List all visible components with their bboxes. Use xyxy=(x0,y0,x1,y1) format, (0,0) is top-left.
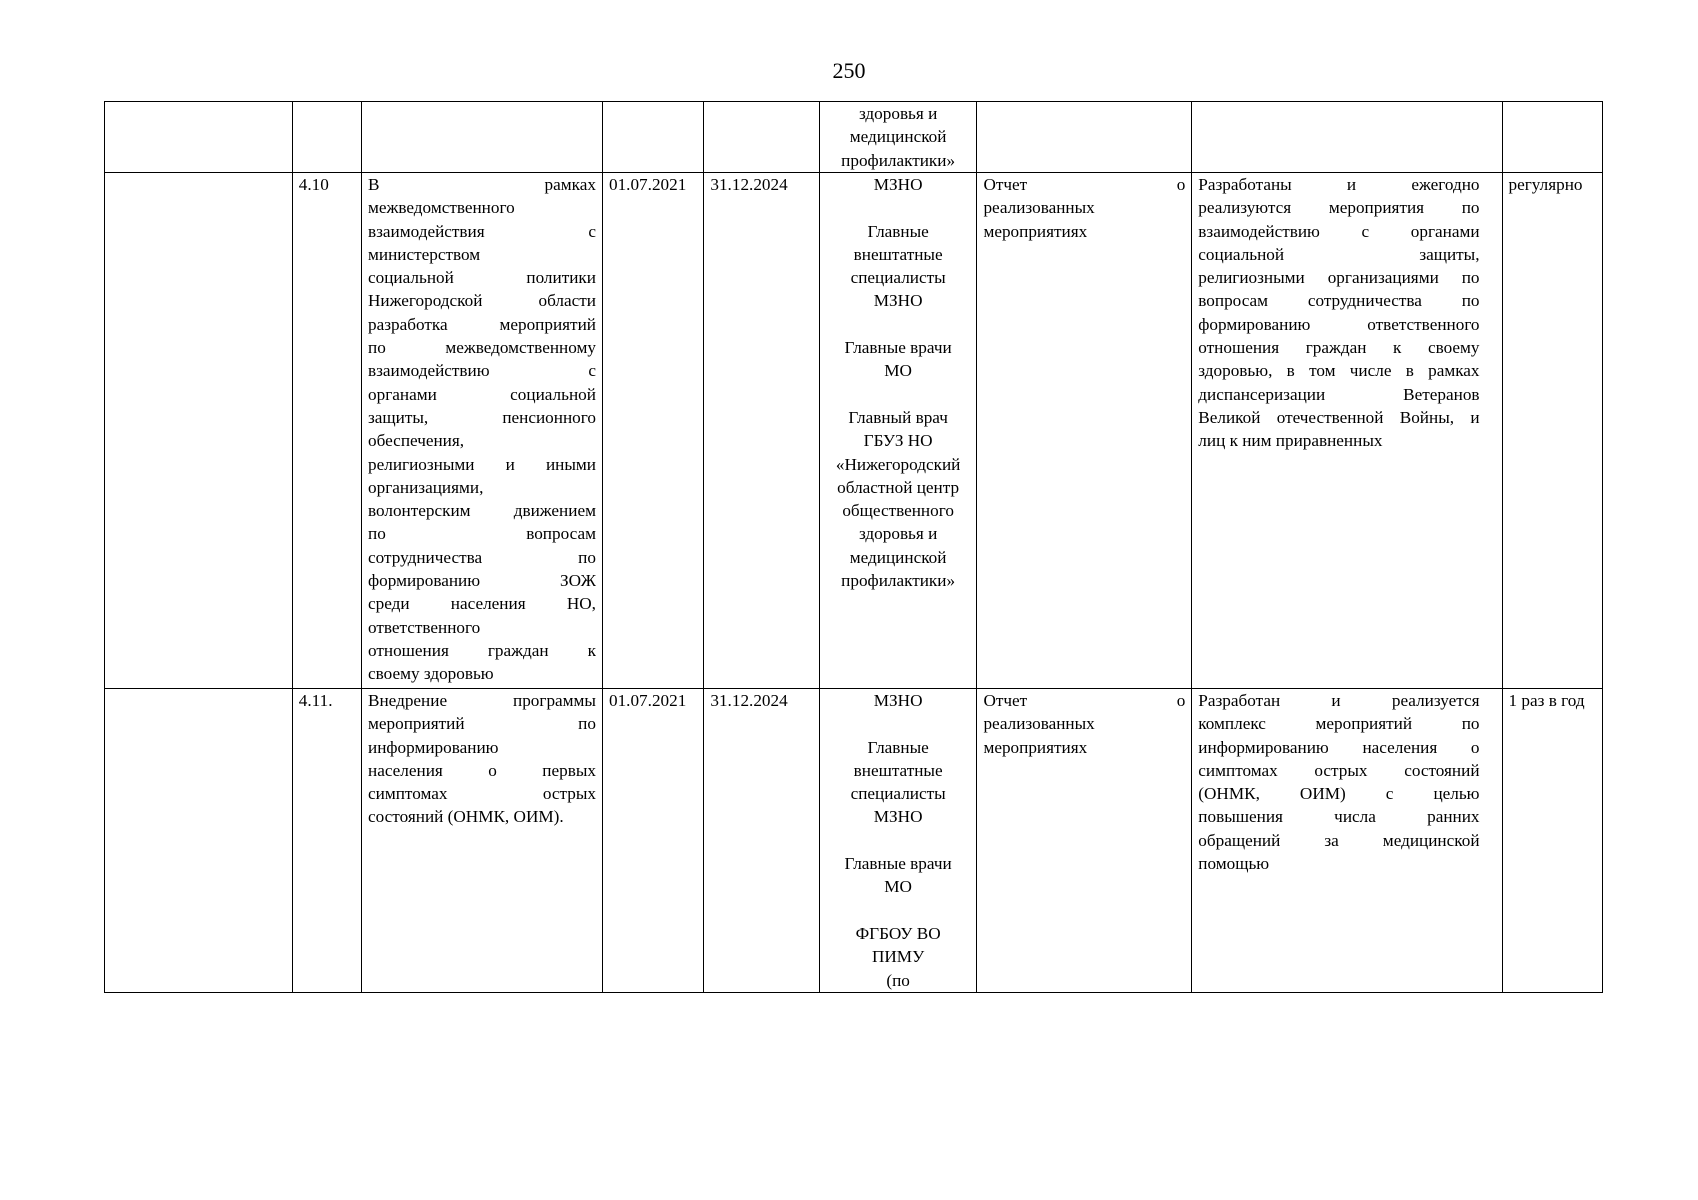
executor-block xyxy=(826,922,971,992)
executor-line: МЗНО xyxy=(873,175,923,194)
executors-cell xyxy=(819,102,977,173)
executor-line: ГБУЗ НО xyxy=(863,431,933,451)
measure-text xyxy=(368,689,596,829)
text-line: комплекс мероприятий по xyxy=(1198,714,1480,734)
cell-empty xyxy=(105,689,293,993)
text-line: здоровью, в том числе в рамках xyxy=(1198,361,1480,381)
executors-cell xyxy=(819,689,977,993)
measures-table xyxy=(104,101,1603,993)
executor-block xyxy=(826,336,971,383)
text-line: симптомах острых xyxy=(368,784,596,804)
executor-line: медицинской xyxy=(849,547,947,567)
text-line: симптомах острых состояний xyxy=(1198,760,1480,780)
text-line: обращений за медицинской xyxy=(1198,830,1480,850)
text-line: В рамках xyxy=(368,175,596,194)
executors-list xyxy=(826,689,971,992)
text-line: (ОНМК, ОИМ) с целью xyxy=(1198,784,1480,804)
table-row xyxy=(105,689,1603,993)
text-line: Великой отечественной Войны, и xyxy=(1198,407,1480,427)
text-line: взаимодействия с xyxy=(368,221,596,241)
executor-block xyxy=(826,406,971,592)
frequency-cell: 1 раз в год xyxy=(1502,689,1602,993)
executor-line: специалисты xyxy=(850,784,946,804)
executor-block xyxy=(826,220,971,313)
executor-line: профилактики» xyxy=(841,150,956,170)
executor-line: специалисты xyxy=(850,268,946,288)
cell-empty xyxy=(977,102,1192,173)
text-line: по вопросам xyxy=(368,524,596,544)
executor-line: медицинской xyxy=(849,127,947,147)
text-line: населения о первых xyxy=(368,760,596,780)
text-line: мероприятиях xyxy=(983,737,1088,757)
text-line: ответственного xyxy=(368,617,481,637)
text-line: взаимодействию с xyxy=(368,361,596,381)
text-line: межведомственного xyxy=(368,198,515,218)
page-number: 250 xyxy=(832,58,866,83)
cell-empty xyxy=(1502,102,1602,173)
executors-cell xyxy=(819,173,977,689)
report-cell xyxy=(977,173,1192,689)
text-line: информированию xyxy=(368,737,499,757)
text-line: органами социальной xyxy=(368,384,596,404)
cell-empty xyxy=(362,102,603,173)
executor-line: МЗНО xyxy=(873,291,923,311)
executor-line: МЗНО xyxy=(873,691,923,710)
cell-empty xyxy=(105,173,293,689)
result-cell xyxy=(1192,173,1502,689)
text-line: повышения числа ранних xyxy=(1198,807,1480,827)
executor-line: МО xyxy=(884,361,912,381)
executor-line: Главные врачи xyxy=(844,854,952,874)
text-line: диспансеризации Ветеранов xyxy=(1198,384,1480,404)
text-line: помощью xyxy=(1198,854,1270,874)
frequency-cell: регулярно xyxy=(1502,173,1602,689)
executor-block xyxy=(826,736,971,829)
end-date: 31.12.2024 xyxy=(704,689,819,993)
text-line: лиц к ним приравненных xyxy=(1198,431,1383,451)
executor-line: (по xyxy=(886,970,910,990)
executors-list xyxy=(826,173,971,592)
text-line: организациями, xyxy=(368,477,484,497)
text-line: реализованных xyxy=(983,714,1095,734)
table-row xyxy=(105,102,1603,173)
text-line: Отчет о xyxy=(983,691,1186,710)
start-date: 01.07.2021 xyxy=(602,173,703,689)
measure-cell xyxy=(362,173,603,689)
text-line: Разработаны и ежегодно xyxy=(1198,175,1480,194)
start-date: 01.07.2021 xyxy=(602,689,703,993)
text-line: информированию населения о xyxy=(1198,737,1480,757)
text-line: среди населения НО, xyxy=(368,594,596,614)
cell-empty xyxy=(602,102,703,173)
result-text xyxy=(1198,689,1495,875)
text-line: мероприятий по xyxy=(368,714,596,734)
text-line: сотрудничества по xyxy=(368,547,596,567)
text-line: состояний (ОНМК, ОИМ). xyxy=(368,807,564,827)
text-line: отношения граждан к xyxy=(368,640,596,660)
executor-line: внештатные xyxy=(853,760,943,780)
executor-line: здоровья и xyxy=(858,524,938,544)
text-line: Нижегородской области xyxy=(368,291,596,311)
measure-cell xyxy=(362,689,603,993)
text-line: Отчет о xyxy=(983,175,1186,194)
executor-line: Главный врач xyxy=(848,407,948,427)
text-line: формированию ЗОЖ xyxy=(368,571,596,591)
text-line: религиозными и иными xyxy=(368,454,596,474)
text-line: социальной политики xyxy=(368,268,596,288)
text-line: разработка мероприятий xyxy=(368,314,596,334)
table-row xyxy=(105,173,1603,689)
executor-line: «Нижегородский xyxy=(835,454,961,474)
cell-empty xyxy=(105,102,293,173)
executor-line: МЗНО xyxy=(873,807,923,827)
text-line: вопросам сотрудничества по xyxy=(1198,291,1480,311)
executor-line: МО xyxy=(884,877,912,897)
text-line: волонтерским движением xyxy=(368,501,596,521)
text-line: министерством xyxy=(368,244,481,264)
text-line: религиозными организациями по xyxy=(1198,268,1480,288)
text-line: мероприятиях xyxy=(983,221,1088,241)
executor-line: областной центр xyxy=(837,477,960,497)
executor-block xyxy=(826,689,971,712)
text-line: своему здоровью xyxy=(368,664,494,684)
report-text xyxy=(983,689,1185,759)
text-line: взаимодействию с органами xyxy=(1198,221,1480,241)
executor-line: ФГБОУ ВО xyxy=(855,923,941,943)
measure-text xyxy=(368,173,596,686)
cell-empty xyxy=(704,102,819,173)
executor-line: внештатные xyxy=(853,244,943,264)
report-text xyxy=(983,173,1185,243)
row-number: 4.10 xyxy=(292,173,361,689)
executor-block xyxy=(826,173,971,196)
text-line: обеспечения, xyxy=(368,431,465,451)
executor-line: Главные xyxy=(867,221,929,241)
end-date: 31.12.2024 xyxy=(704,173,819,689)
text-line: реализуются мероприятия по xyxy=(1198,198,1480,218)
text-line: социальной защиты, xyxy=(1198,244,1480,264)
text-line: формированию ответственного xyxy=(1198,314,1480,334)
executor-line: Главные xyxy=(867,737,929,757)
result-cell xyxy=(1192,689,1502,993)
cell-empty xyxy=(292,102,361,173)
report-cell xyxy=(977,689,1192,993)
cell-empty xyxy=(1192,102,1502,173)
row-number: 4.11. xyxy=(292,689,361,993)
executor-block xyxy=(826,852,971,899)
result-text xyxy=(1198,173,1495,453)
executor-line: ПИМУ xyxy=(871,947,925,967)
text-line: защиты, пенсионного xyxy=(368,407,596,427)
text-line: отношения граждан к своему xyxy=(1198,338,1480,358)
executor-line: здоровья и xyxy=(858,104,938,123)
text-line: по межведомственному xyxy=(368,338,596,358)
text-line: Внедрение программы xyxy=(368,691,596,710)
text-line: реализованных xyxy=(983,198,1095,218)
executor-line: общественного xyxy=(842,501,954,521)
text-line: Разработан и реализуется xyxy=(1198,691,1480,710)
executor-line: Главные врачи xyxy=(844,338,952,358)
executor-line: профилактики» xyxy=(841,571,956,591)
